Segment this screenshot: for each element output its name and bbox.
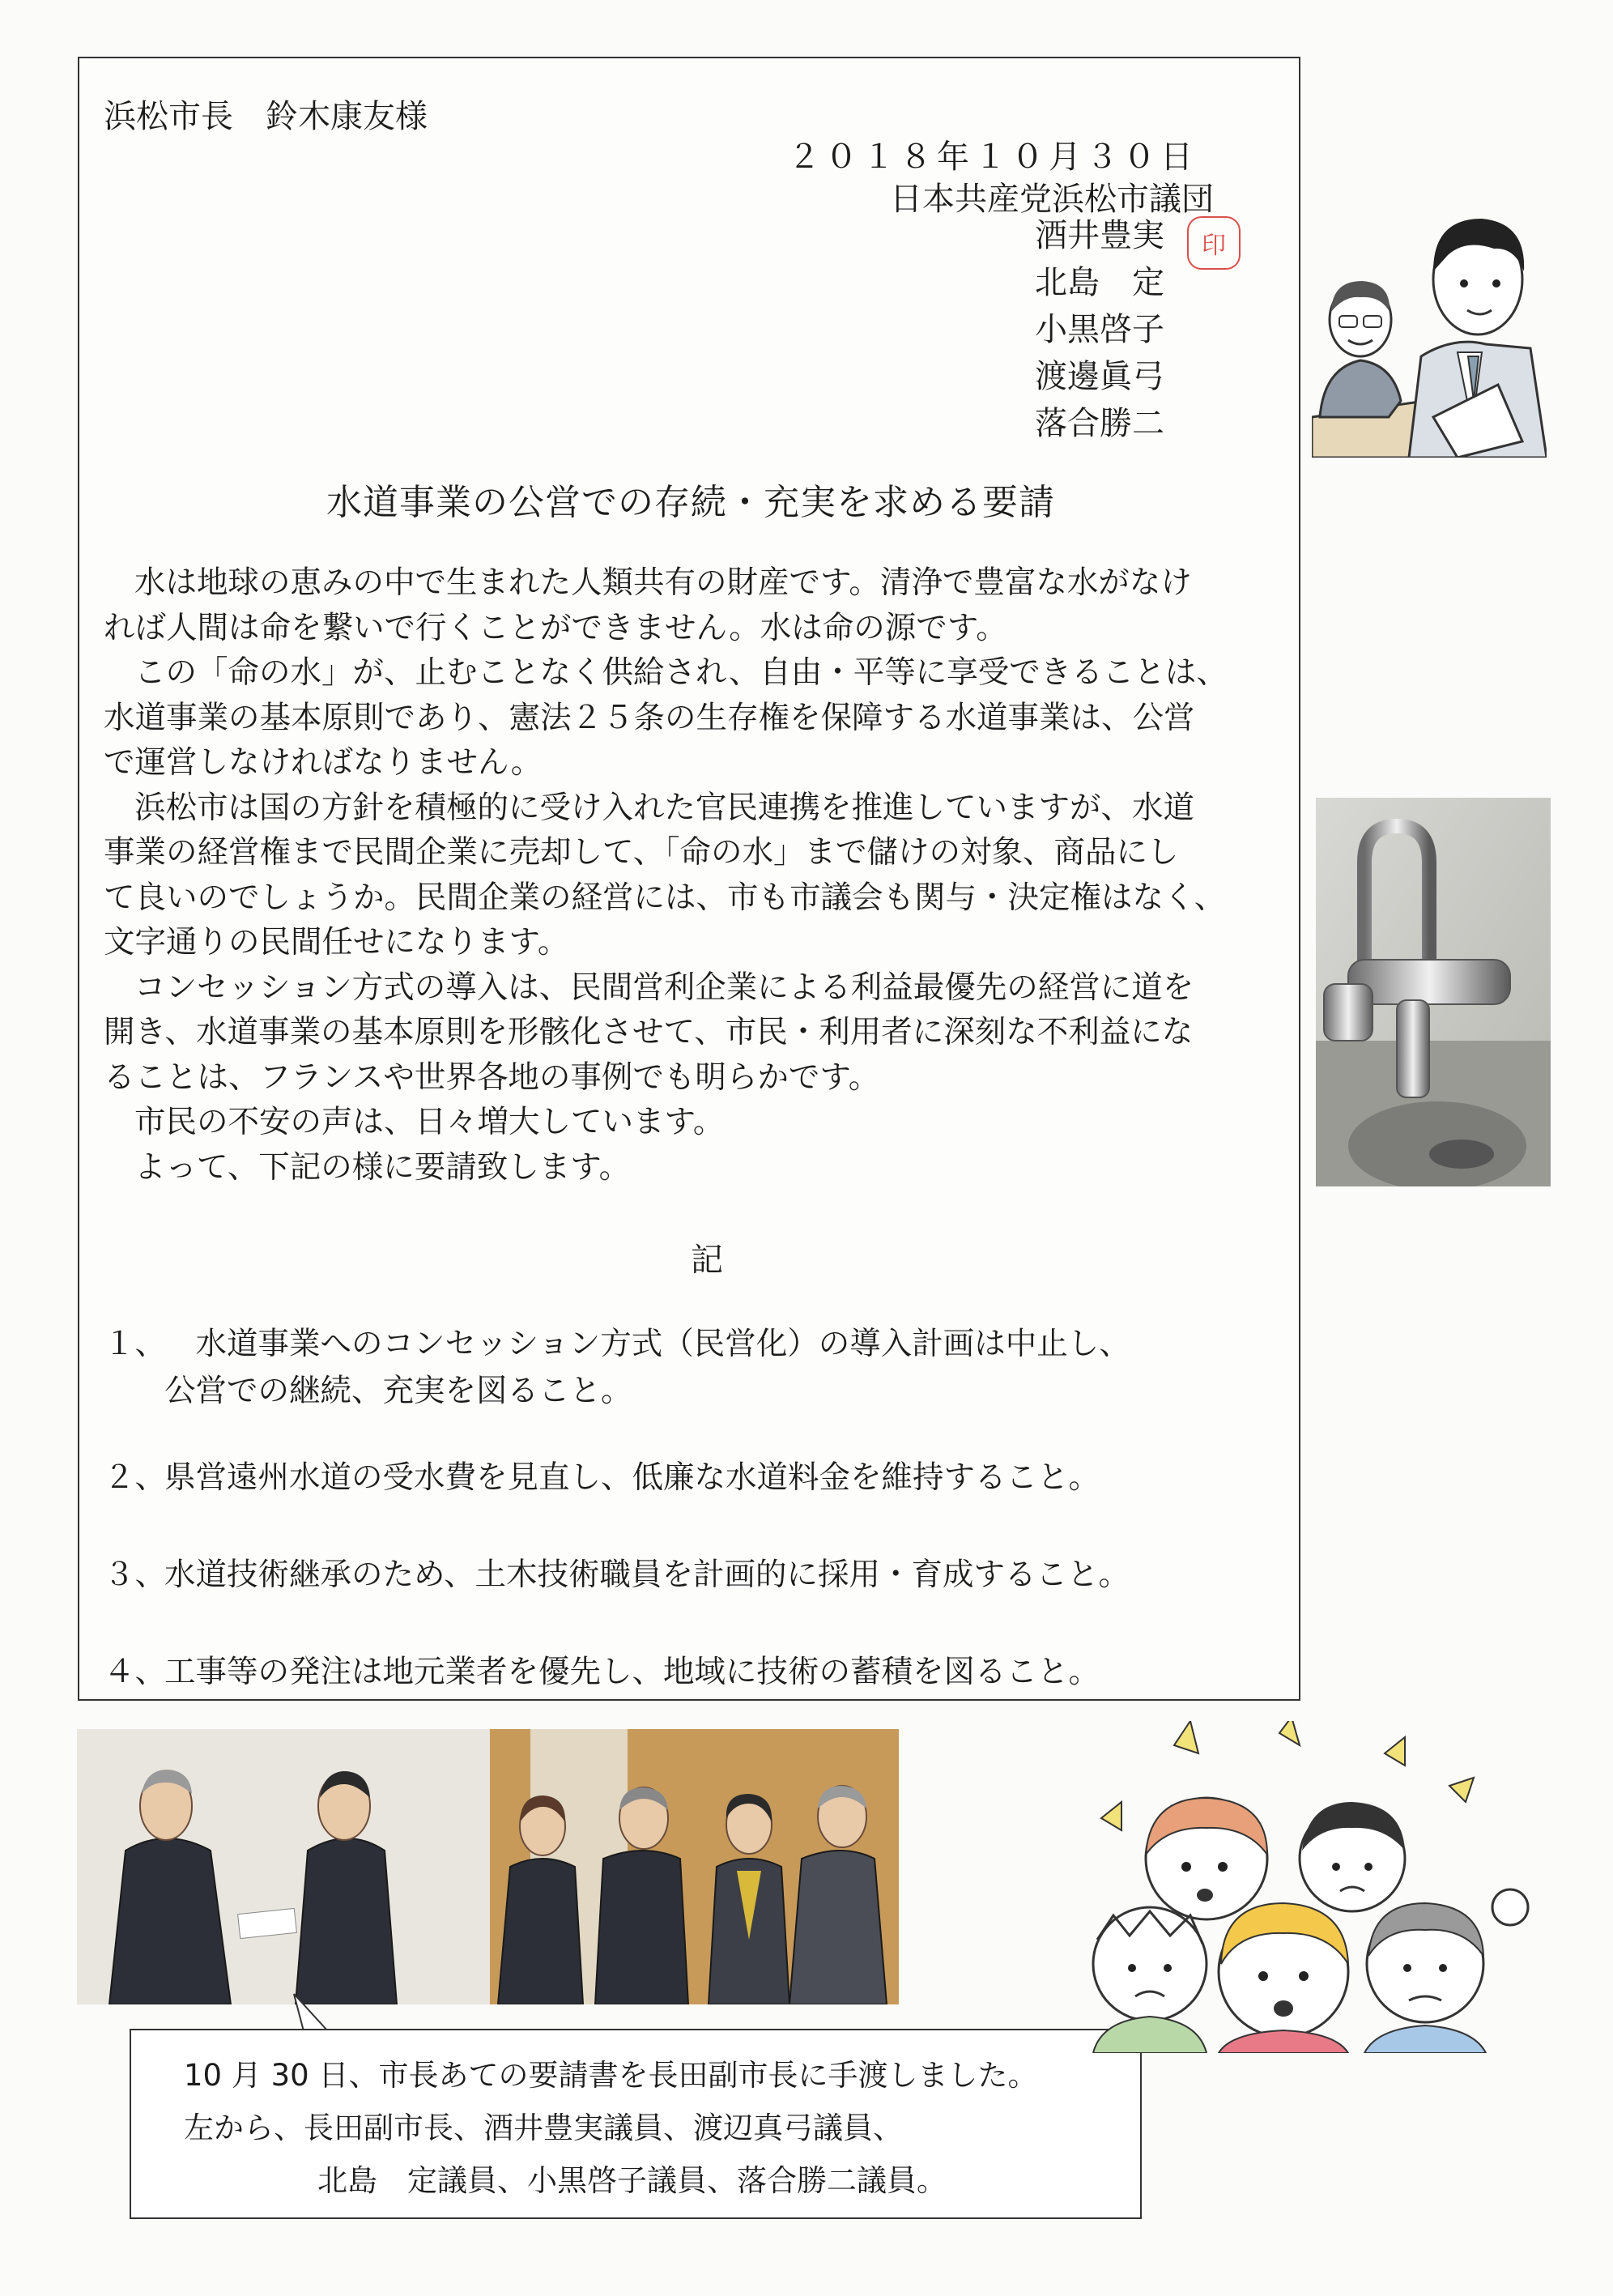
document-title: 水道事業の公営での存続・充実を求める要請 — [326, 482, 1055, 523]
request-item-1-continued: 公営での継続、充実を図ること。 — [164, 1373, 632, 1409]
body-line: よって、下記の様に要請致します。 — [134, 1148, 631, 1186]
request-item-3 — [104, 1553, 1130, 1597]
member-name: 小黒啓子 — [1035, 311, 1164, 348]
body-line: れば人間は命を繋いで行くことができません。水は命の源です。 — [104, 609, 1007, 646]
addressee: 浜松市長 鈴木康友様 — [104, 98, 428, 135]
photo-caption — [130, 2029, 1142, 2219]
item-number: １、 — [104, 1326, 167, 1362]
request-item-4 — [104, 1650, 1100, 1694]
body-line: 浜松市は国の方針を積極的に受け入れた官民連携を推進していますが、水道 — [134, 789, 1195, 826]
upset-citizens-illustration-icon — [1085, 1721, 1539, 2053]
letter-date: ２０１８年１０月３０日 — [788, 138, 1198, 176]
member-list — [1035, 212, 1164, 447]
body-line: 開き、水道事業の基本原則を形骸化させて、市民・利用者に深刻な不利益にな — [104, 1014, 1194, 1050]
item-number: ２、 — [104, 1459, 167, 1496]
caption-line: 10 月 30 日、市長あての要請書を長田副市長に手渡しました。 — [184, 2058, 1038, 2093]
water-faucet-photo-icon — [1316, 798, 1551, 1186]
body-line: 水は地球の恵みの中で生まれた人類共有の財産です。清浄で豊富な水がなけ — [134, 564, 1192, 601]
item-text: 水道事業へのコンセッション方式（民営化）の導入計画は中止し、 — [164, 1326, 1130, 1362]
caption-line: 北島 定議員、小黒啓子議員、落合勝二議員。 — [317, 2163, 947, 2198]
item-number: ３、 — [104, 1557, 167, 1593]
body-line: ることは、フランスや世界各地の事例でも明らかです。 — [104, 1059, 880, 1096]
handover-photo-icon — [77, 1729, 899, 2004]
item-text: 県営遠州水道の受水費を見直し、低廉な水道料金を維持すること。 — [164, 1459, 1100, 1496]
seal-stamp-icon: 印 — [1187, 216, 1241, 270]
body-line: 事業の経営権まで民間企業に売却して、「命の水」まで儲けの対象、商品にし — [104, 834, 1179, 871]
member-name: 北島 定 — [1035, 264, 1164, 301]
request-item-1 — [104, 1322, 1130, 1366]
officials-meeting-illustration-icon — [1312, 182, 1547, 458]
body-line: コンセッション方式の導入は、民間営利企業による利益最優先の経営に道を — [134, 969, 1194, 1006]
organization-name: 日本共産党浜松市議団 — [890, 181, 1214, 218]
body-line: て良いのでしょうか。民間企業の経営には、市も市議会も関与・決定権はなく、 — [104, 879, 1226, 916]
caption-line: 左から、長田副市長、酒井豊実議員、渡辺真弓議員、 — [184, 2111, 903, 2145]
body-line: で運営しなければなりません。 — [104, 744, 543, 781]
member-name: 酒井豊実 — [1035, 217, 1164, 254]
petition-letter — [78, 57, 1300, 1701]
member-name: 落合勝二 — [1035, 405, 1164, 442]
item-text: 水道技術継承のため、土木技術職員を計画的に採用・育成すること。 — [164, 1557, 1130, 1593]
item-number: ４、 — [104, 1654, 167, 1690]
item-text: 工事等の発注は地元業者を優先し、地域に技術の蓄積を図ること。 — [164, 1654, 1100, 1690]
body-line: 文字通りの民間任せになります。 — [104, 924, 569, 961]
member-name: 渡邊眞弓 — [1035, 358, 1164, 395]
body-line: 水道事業の基本原則であり、憲法２５条の生存権を保障する水道事業は、公営 — [104, 699, 1195, 736]
body-line: この「命の水」が、止むことなく供給され、自由・平等に享受できることは、 — [134, 654, 1228, 691]
ki-heading: 記 — [691, 1242, 723, 1279]
body-line: 市民の不安の声は、日々増大しています。 — [134, 1104, 725, 1140]
caption-pointer-icon — [287, 1992, 336, 2033]
request-item-2 — [104, 1455, 1100, 1500]
letter-body — [104, 560, 1286, 1190]
